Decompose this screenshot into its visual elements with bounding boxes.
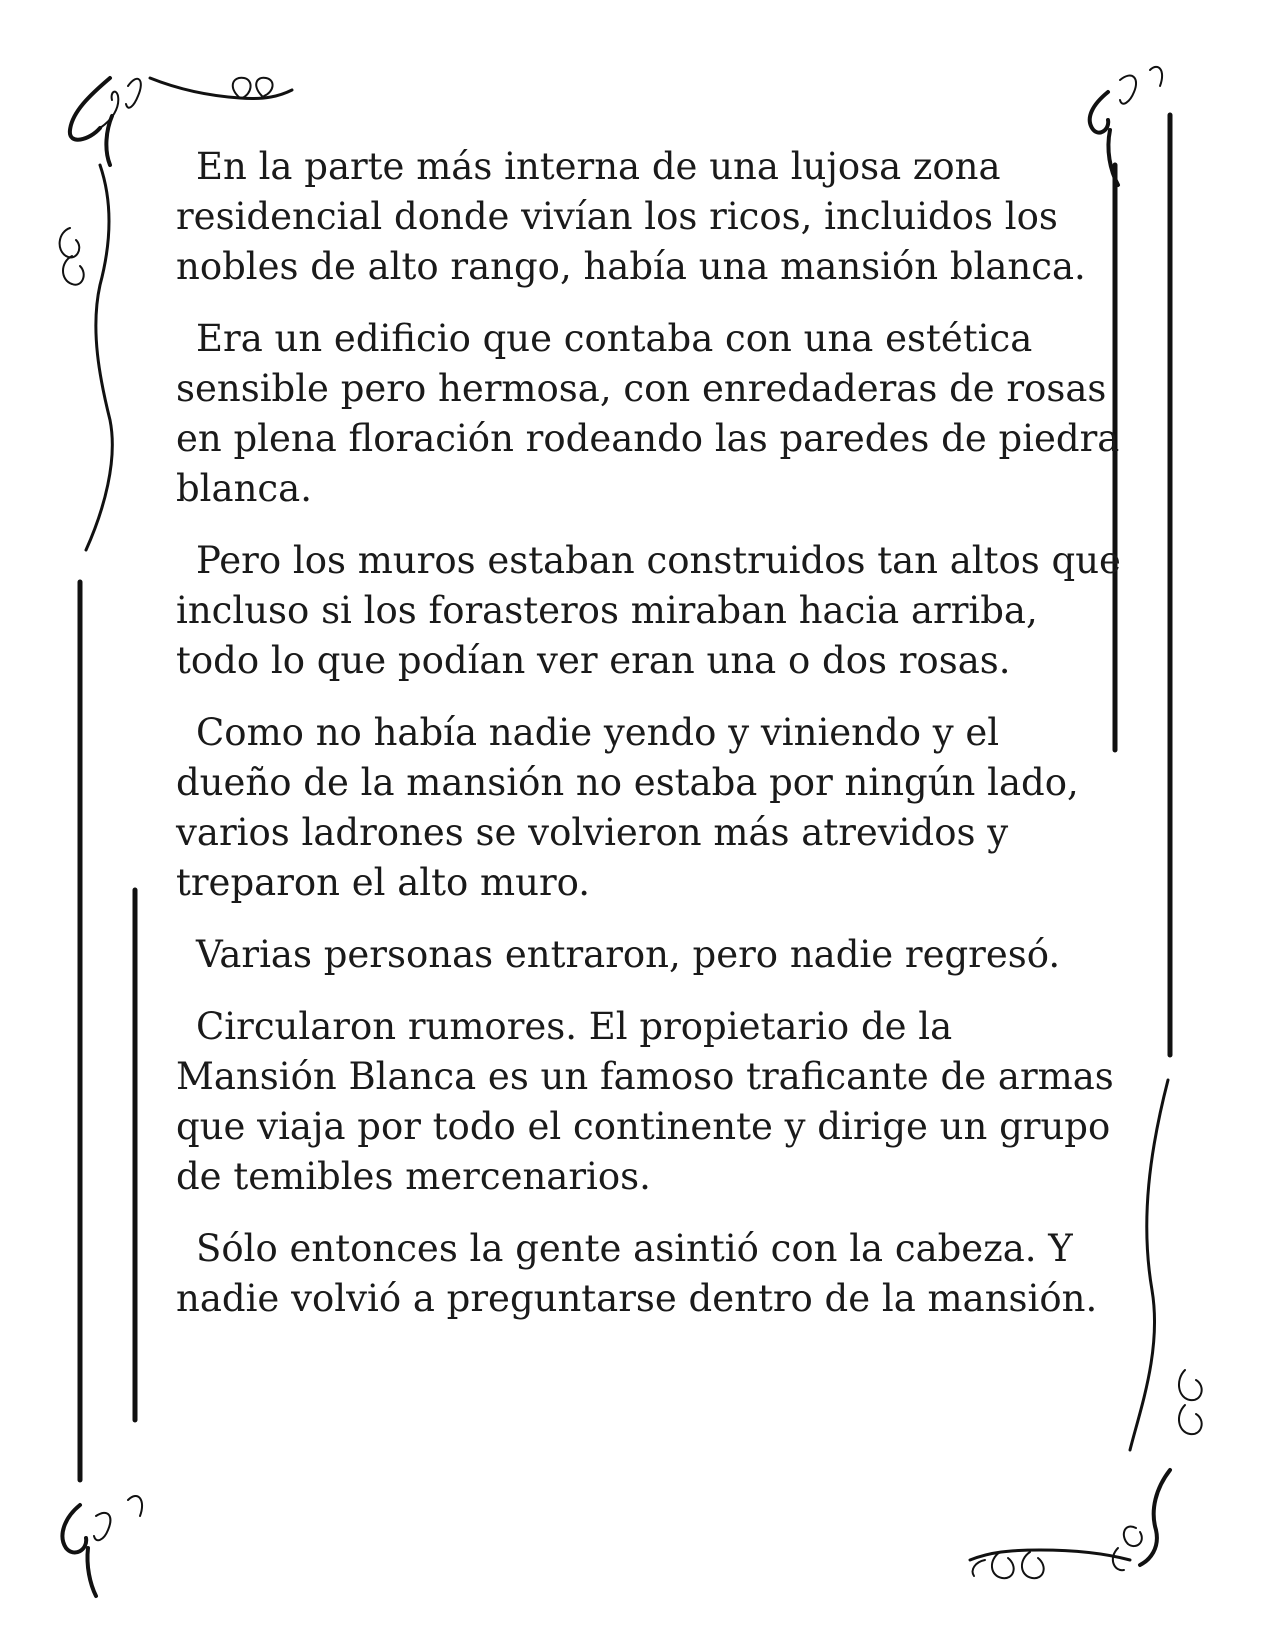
paragraph: Circularon rumores. El propietario de la Mansión Blanca es un famoso traficante de armas que viaja por todo el continente y dirige un grupo de temibles mercenarios.: [176, 1005, 1114, 1198]
paragraph: Como no había nadie yendo y viniendo y el dueño de la mansión no estaba por ningún lado, varios ladrones se volvieron más atrevidos y treparon el alto muro.: [176, 711, 1079, 904]
paragraph: Sólo entonces la gente asintió con la cabeza. Y nadie volvió a preguntarse dentro de la mansión.: [176, 1227, 1098, 1320]
border-curve-right-lower: [1130, 1080, 1168, 1450]
paragraph: Era un edificio que contaba con una estética sensible pero hermosa, con enredaderas de rosas en plena floración rodeando las paredes de piedra blanca.: [176, 317, 1120, 510]
story-text: [176, 142, 1121, 1346]
paragraph: Pero los muros estaban construidos tan altos que incluso si los forasteros miraban hacia arriba, todo lo que podían ver eran una o dos rosas.: [176, 539, 1121, 682]
paragraph: Varias personas entraron, pero nadie regresó.: [196, 933, 1061, 976]
flourish-bottom-left-icon: [62, 1496, 142, 1596]
flourish-bottom-right-icon: [970, 1370, 1202, 1578]
paragraph: En la parte más interna de una lujosa zona residencial donde vivían los ricos, incluidos los nobles de alto rango, había una mansión blanca.: [176, 145, 1086, 288]
